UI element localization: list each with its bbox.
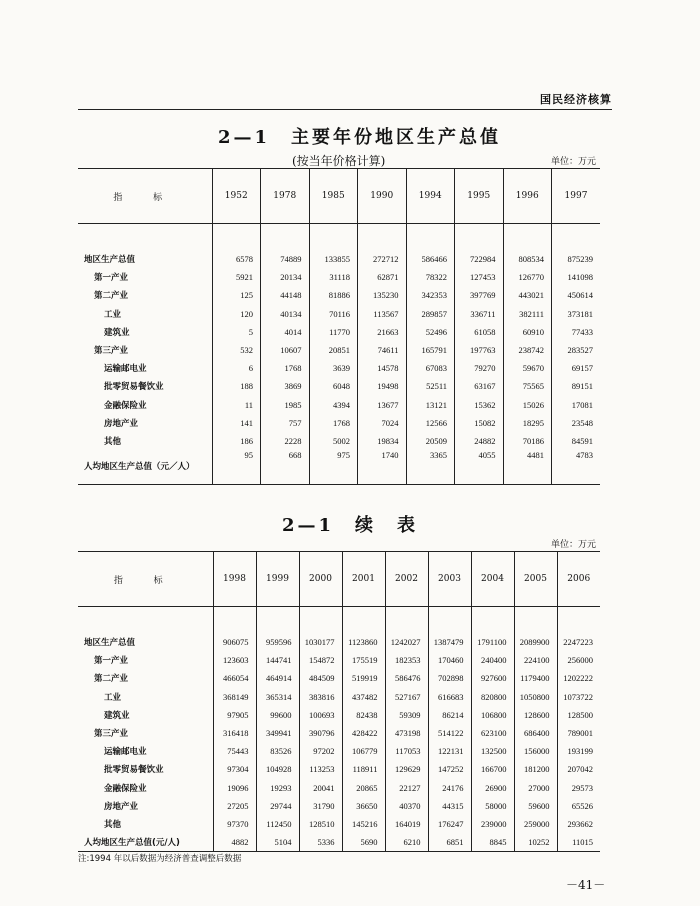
table-cell: 722984 — [455, 250, 504, 268]
table-cell: 83526 — [256, 742, 299, 760]
table-cell: 67083 — [406, 359, 455, 377]
table2-unit: 单位：万元 — [551, 540, 597, 550]
table-cell: 3639 — [309, 359, 358, 377]
running-header: 国民经济核算 — [540, 93, 612, 106]
table-cell: 44315 — [428, 797, 471, 815]
table2-title: 2—1 续 表 — [282, 515, 419, 536]
table-cell: 197763 — [455, 341, 504, 359]
table1-year-header: 1952 — [212, 169, 261, 224]
table-row — [78, 724, 600, 742]
table-cell: 473198 — [385, 724, 428, 742]
table-cell: 527167 — [385, 688, 428, 706]
table-cell: 20509 — [406, 432, 455, 450]
table-cell: 5921 — [212, 268, 261, 286]
row-label: 批零贸易餐饮业 — [104, 765, 164, 776]
table-cell: 112450 — [256, 815, 299, 833]
table-cell: 100693 — [299, 706, 342, 724]
table-cell: 99600 — [256, 706, 299, 724]
table-cell: 484509 — [299, 669, 342, 687]
table-row — [78, 815, 600, 833]
table-cell: 2089900 — [514, 633, 557, 651]
table-cell: 52511 — [406, 377, 455, 395]
table-row — [78, 797, 600, 815]
table-row — [78, 706, 600, 724]
row-label: 运输邮电业 — [104, 364, 147, 375]
table-cell: 132500 — [471, 742, 514, 760]
row-label: 其他 — [104, 436, 122, 447]
table-cell: 15026 — [503, 396, 552, 414]
table-cell: 1202222 — [557, 669, 600, 687]
table-cell: 58000 — [471, 797, 514, 815]
row-label: 第二产业 — [94, 674, 129, 685]
table-cell: 106779 — [342, 742, 385, 760]
table-cell: 668 — [261, 450, 310, 484]
table-cell: 20865 — [342, 779, 385, 797]
table-cell: 97370 — [213, 815, 256, 833]
table-row — [78, 250, 600, 268]
table-cell: 1791100 — [471, 633, 514, 651]
table-cell: 126770 — [503, 268, 552, 286]
table-cell: 40134 — [261, 305, 310, 323]
table-cell: 104928 — [256, 760, 299, 778]
table-cell: 181200 — [514, 760, 557, 778]
table-cell: 336711 — [455, 305, 504, 323]
table2-year-header: 2002 — [385, 552, 428, 607]
table-cell: 289857 — [406, 305, 455, 323]
table2-year-header: 2006 — [557, 552, 600, 607]
table-cell: 13677 — [358, 396, 407, 414]
table1-unit: 单位：万元 — [551, 157, 597, 167]
table-cell: 29744 — [256, 797, 299, 815]
table-row — [78, 341, 600, 359]
table-cell: 1985 — [261, 396, 310, 414]
table1-year-header: 1990 — [358, 169, 407, 224]
table-cell: 156000 — [514, 742, 557, 760]
table-cell: 95 — [212, 450, 261, 484]
table-cell: 239000 — [471, 815, 514, 833]
table-cell: 532 — [212, 341, 261, 359]
table-cell: 74889 — [261, 250, 310, 268]
row-label: 人均地区生产总值（元／人） — [78, 450, 212, 484]
table-cell: 283527 — [552, 341, 601, 359]
table-cell: 5690 — [342, 833, 385, 852]
table-cell: 70116 — [309, 305, 358, 323]
table-cell: 70186 — [503, 432, 552, 450]
row-label: 第二产业 — [94, 291, 129, 302]
table-cell: 959596 — [256, 633, 299, 651]
table-cell: 3869 — [261, 377, 310, 395]
table-cell: 757 — [261, 414, 310, 432]
table-cell: 164019 — [385, 815, 428, 833]
table-cell: 365314 — [256, 688, 299, 706]
table-cell: 14578 — [358, 359, 407, 377]
table-cell: 789001 — [557, 724, 600, 742]
table-cell: 127453 — [455, 268, 504, 286]
table-cell: 27205 — [213, 797, 256, 815]
table-cell: 19293 — [256, 779, 299, 797]
table-cell: 623100 — [471, 724, 514, 742]
table-cell: 1768 — [261, 359, 310, 377]
table-cell: 188 — [212, 377, 261, 395]
table-cell: 78322 — [406, 268, 455, 286]
table-cell: 373181 — [552, 305, 601, 323]
row-label: 第一产业 — [94, 656, 129, 667]
table-cell: 175519 — [342, 651, 385, 669]
table-cell: 122131 — [428, 742, 471, 760]
table2-year-header: 2005 — [514, 552, 557, 607]
table-cell: 61058 — [455, 323, 504, 341]
row-label: 第三产业 — [94, 346, 129, 357]
table-cell: 1387479 — [428, 633, 471, 651]
table2-year-header: 2004 — [471, 552, 514, 607]
table-cell: 616683 — [428, 688, 471, 706]
table-cell: 6578 — [212, 250, 261, 268]
table-cell: 113567 — [358, 305, 407, 323]
table1-subtitle: (按当年价格计算) — [292, 154, 386, 168]
table-cell: 17081 — [552, 396, 601, 414]
table-cell: 59670 — [503, 359, 552, 377]
table-cell: 4014 — [261, 323, 310, 341]
table-cell: 4481 — [503, 450, 552, 484]
table-cell: 21663 — [358, 323, 407, 341]
table-row — [78, 286, 600, 304]
table-cell: 927600 — [471, 669, 514, 687]
table-cell: 59600 — [514, 797, 557, 815]
table-cell: 147252 — [428, 760, 471, 778]
table2-year-header: 2000 — [299, 552, 342, 607]
table-row — [78, 414, 600, 432]
row-label: 运输邮电业 — [104, 747, 147, 758]
table-cell: 20134 — [261, 268, 310, 286]
table-row — [78, 377, 600, 395]
table1-year-header: 1997 — [552, 169, 601, 224]
table-cell: 10252 — [514, 833, 557, 852]
table-cell: 84591 — [552, 432, 601, 450]
row-label: 地区生产总值 — [84, 255, 136, 266]
table-cell: 145216 — [342, 815, 385, 833]
table-cell: 97202 — [299, 742, 342, 760]
table-cell: 193199 — [557, 742, 600, 760]
table-cell: 11770 — [309, 323, 358, 341]
table-cell: 4882 — [213, 833, 256, 852]
table-cell: 19498 — [358, 377, 407, 395]
table-cell: 82438 — [342, 706, 385, 724]
table-cell: 519919 — [342, 669, 385, 687]
table-cell: 10607 — [261, 341, 310, 359]
table-row — [78, 432, 600, 450]
table-cell: 62871 — [358, 268, 407, 286]
table-cell: 60910 — [503, 323, 552, 341]
table2 — [78, 551, 600, 852]
table-cell: 31118 — [309, 268, 358, 286]
table-cell: 586476 — [385, 669, 428, 687]
table-cell: 170460 — [428, 651, 471, 669]
table-cell: 24882 — [455, 432, 504, 450]
table-cell: 69157 — [552, 359, 601, 377]
table-cell: 5002 — [309, 432, 358, 450]
table-cell: 19096 — [213, 779, 256, 797]
table-cell: 2247223 — [557, 633, 600, 651]
table-cell: 1179400 — [514, 669, 557, 687]
table-row — [78, 651, 600, 669]
table-cell: 3365 — [406, 450, 455, 484]
table-row — [78, 742, 600, 760]
table-row — [78, 305, 600, 323]
table-row — [78, 779, 600, 797]
table-row — [78, 669, 600, 687]
table-cell: 97905 — [213, 706, 256, 724]
table-cell: 27000 — [514, 779, 557, 797]
table-row — [78, 268, 600, 286]
table-cell: 382111 — [503, 305, 552, 323]
table-cell: 240400 — [471, 651, 514, 669]
table-cell: 154872 — [299, 651, 342, 669]
table-cell: 466054 — [213, 669, 256, 687]
row-label: 工业 — [104, 309, 122, 320]
table-cell: 5336 — [299, 833, 342, 852]
table-cell: 342353 — [406, 286, 455, 304]
table-cell: 75565 — [503, 377, 552, 395]
table1-year-header: 1985 — [309, 169, 358, 224]
page-number: －41－ — [566, 878, 606, 892]
table-cell: 15082 — [455, 414, 504, 432]
table-cell: 129629 — [385, 760, 428, 778]
row-label: 房地产业 — [104, 801, 139, 812]
table-cell: 75443 — [213, 742, 256, 760]
table-cell: 702898 — [428, 669, 471, 687]
table-cell: 4394 — [309, 396, 358, 414]
table-cell: 118911 — [342, 760, 385, 778]
table-cell: 86214 — [428, 706, 471, 724]
table-cell: 128500 — [557, 706, 600, 724]
table-cell: 349941 — [256, 724, 299, 742]
table-cell: 390796 — [299, 724, 342, 742]
table-cell: 224100 — [514, 651, 557, 669]
table-cell: 186 — [212, 432, 261, 450]
table-cell: 141098 — [552, 268, 601, 286]
table1-year-header: 1995 — [455, 169, 504, 224]
table2-year-header: 2003 — [428, 552, 471, 607]
table-cell: 272712 — [358, 250, 407, 268]
table-cell: 514122 — [428, 724, 471, 742]
table-cell: 1123860 — [342, 633, 385, 651]
table-cell: 97304 — [213, 760, 256, 778]
table-cell: 207042 — [557, 760, 600, 778]
row-label: 人均地区生产总值(元/人) — [78, 833, 213, 852]
table-cell: 120 — [212, 305, 261, 323]
table-cell: 20041 — [299, 779, 342, 797]
table-cell: 113253 — [299, 760, 342, 778]
table1 — [78, 168, 600, 485]
table1-indicator-header: 指 标 — [78, 169, 212, 224]
row-label: 批零贸易餐饮业 — [104, 382, 164, 393]
table-cell: 875239 — [552, 250, 601, 268]
row-label: 地区生产总值 — [84, 638, 136, 649]
table-cell: 256000 — [557, 651, 600, 669]
row-label: 房地产业 — [104, 418, 139, 429]
table-row — [78, 359, 600, 377]
table-cell: 12566 — [406, 414, 455, 432]
table-cell: 26900 — [471, 779, 514, 797]
table-cell: 133855 — [309, 250, 358, 268]
footnote: 注:1994 年以后数据为经济普查调整后数据 — [78, 854, 242, 864]
table-cell: 6210 — [385, 833, 428, 852]
row-label: 工业 — [104, 692, 122, 703]
table-cell: 1050800 — [514, 688, 557, 706]
table1-title: 2—1 主要年份地区生产总值 — [218, 127, 502, 148]
table-cell: 52496 — [406, 323, 455, 341]
table-cell: 1740 — [358, 450, 407, 484]
table-cell: 18295 — [503, 414, 552, 432]
table-cell: 450614 — [552, 286, 601, 304]
table-cell: 6851 — [428, 833, 471, 852]
table-cell: 135230 — [358, 286, 407, 304]
header-rule — [78, 109, 612, 110]
table-cell: 2228 — [261, 432, 310, 450]
table-row — [78, 833, 600, 852]
table-row — [78, 450, 600, 484]
table-cell: 128510 — [299, 815, 342, 833]
table2-year-header: 1998 — [213, 552, 256, 607]
table-cell: 128600 — [514, 706, 557, 724]
table-cell: 808534 — [503, 250, 552, 268]
table-cell: 368149 — [213, 688, 256, 706]
table-cell: 428422 — [342, 724, 385, 742]
table-cell: 106800 — [471, 706, 514, 724]
table-cell: 74611 — [358, 341, 407, 359]
table-row — [78, 323, 600, 341]
table-cell: 125 — [212, 286, 261, 304]
table-cell: 5104 — [256, 833, 299, 852]
table-cell: 4783 — [552, 450, 601, 484]
table-cell: 464914 — [256, 669, 299, 687]
table-cell: 176247 — [428, 815, 471, 833]
table-cell: 11015 — [557, 833, 600, 852]
table-cell: 77433 — [552, 323, 601, 341]
table-row — [78, 633, 600, 651]
table-cell: 44148 — [261, 286, 310, 304]
table-cell: 1030177 — [299, 633, 342, 651]
table-cell: 117053 — [385, 742, 428, 760]
row-label: 金融保险业 — [104, 400, 147, 411]
row-label: 建筑业 — [104, 710, 130, 721]
table-cell: 59309 — [385, 706, 428, 724]
table-cell: 81886 — [309, 286, 358, 304]
table-cell: 975 — [309, 450, 358, 484]
table-cell: 40370 — [385, 797, 428, 815]
table-cell: 31790 — [299, 797, 342, 815]
table-cell: 238742 — [503, 341, 552, 359]
table-cell: 383816 — [299, 688, 342, 706]
row-label: 建筑业 — [104, 327, 130, 338]
table-cell: 22127 — [385, 779, 428, 797]
table1-year-header: 1994 — [406, 169, 455, 224]
table-cell: 397769 — [455, 286, 504, 304]
table-cell: 19834 — [358, 432, 407, 450]
table-cell: 65526 — [557, 797, 600, 815]
table1-year-header: 1978 — [261, 169, 310, 224]
table-cell: 23548 — [552, 414, 601, 432]
table-cell: 141 — [212, 414, 261, 432]
table2-indicator-header: 指 标 — [78, 552, 213, 607]
table2-year-header: 1999 — [256, 552, 299, 607]
table-cell: 259000 — [514, 815, 557, 833]
table-row — [78, 396, 600, 414]
table-cell: 79270 — [455, 359, 504, 377]
table-cell: 20851 — [309, 341, 358, 359]
table-cell: 24176 — [428, 779, 471, 797]
table-cell: 586466 — [406, 250, 455, 268]
table-cell: 13121 — [406, 396, 455, 414]
table-cell: 63167 — [455, 377, 504, 395]
table-cell: 123603 — [213, 651, 256, 669]
table-cell: 11 — [212, 396, 261, 414]
table-cell: 29573 — [557, 779, 600, 797]
row-label: 其他 — [104, 819, 122, 830]
table-cell: 1242027 — [385, 633, 428, 651]
table-cell: 6048 — [309, 377, 358, 395]
table-cell: 820800 — [471, 688, 514, 706]
table-cell: 15362 — [455, 396, 504, 414]
table-cell: 5 — [212, 323, 261, 341]
table-cell: 144741 — [256, 651, 299, 669]
table-cell: 182353 — [385, 651, 428, 669]
table-cell: 6 — [212, 359, 261, 377]
table-row — [78, 688, 600, 706]
table2-year-header: 2001 — [342, 552, 385, 607]
table-row — [78, 760, 600, 778]
row-label: 第三产业 — [94, 729, 129, 740]
table1-year-header: 1996 — [503, 169, 552, 224]
table-cell: 7024 — [358, 414, 407, 432]
table-cell: 293662 — [557, 815, 600, 833]
table-cell: 4055 — [455, 450, 504, 484]
table-cell: 443021 — [503, 286, 552, 304]
table-cell: 89151 — [552, 377, 601, 395]
table-cell: 906075 — [213, 633, 256, 651]
table-cell: 1073722 — [557, 688, 600, 706]
table-cell: 166700 — [471, 760, 514, 778]
row-label: 第一产业 — [94, 273, 129, 284]
table-cell: 316418 — [213, 724, 256, 742]
table-cell: 437482 — [342, 688, 385, 706]
row-label: 金融保险业 — [104, 783, 147, 794]
table-cell: 1768 — [309, 414, 358, 432]
table-cell: 36650 — [342, 797, 385, 815]
table-cell: 8845 — [471, 833, 514, 852]
table-cell: 165791 — [406, 341, 455, 359]
table-cell: 686400 — [514, 724, 557, 742]
